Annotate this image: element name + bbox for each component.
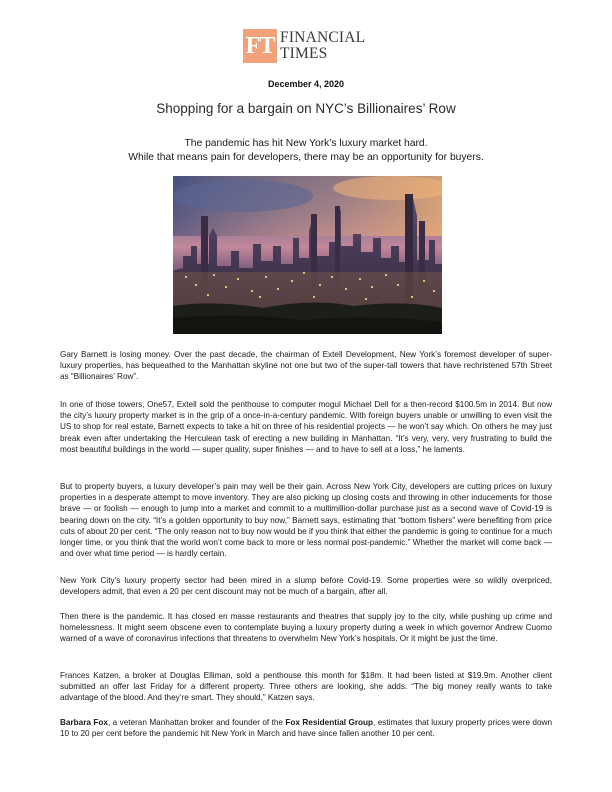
ft-logo-line2: TIMES bbox=[280, 45, 328, 62]
firm-name: Fox Residential Group bbox=[285, 718, 374, 727]
body-paragraph-5: Then there is the pandemic. It has closed en masse restaurants and theatres that supply joy to the city, while pushing up crime and homelessness. It might seem obscene even to contemplate buying a luxury property during a week in which governor Andrew Cuomo warned of a wave of coronavirus infections that threatens to overwhelm New York’s hospitals. Or it might be just the time. bbox=[60, 612, 552, 644]
body-paragraph-7 bbox=[60, 717, 552, 739]
body-paragraph-2: In one of those towers, One57, Extell sold the penthouse to computer mogul Michael Dell for a then-record $100.5m in 2014. But now the city’s luxury property market is in the grip of a once-in-a-century pandemic. With foreign buyers unable or unwilling to even visit the US to shop for real estate, Barnett expects to take a hit on three of his residential projects — he won’t say which. On others he may just break even after undertaking the Herculean task of erecting a new building in Manhattan. “It’s very, very, very frustrating to build the most beautiful buildings in the world — super quality, super finishes — and to have to sell at a loss,” he laments. bbox=[60, 400, 552, 454]
skyline-photo bbox=[173, 176, 442, 334]
paragraph-7-mid: , a veteran Manhattan broker and founder of the bbox=[107, 718, 286, 727]
standfirst-line-1: The pandemic has hit New York’s luxury market hard. bbox=[184, 138, 428, 149]
ft-logo-line1: FINANCIAL bbox=[280, 29, 366, 46]
body-paragraph-4: New York City’s luxury property sector had been mired in a slump before Covid-19. Some properties were so wildly overpriced, developers admit, that even a 20 per cent discount may not be much of a bargain, after all. bbox=[60, 576, 552, 597]
article-date: December 4, 2020 bbox=[267, 79, 345, 89]
article-headline: Shopping for a bargain on NYC’s Billionaires’ Row bbox=[156, 101, 456, 116]
ft-logo-wordmark bbox=[280, 29, 365, 62]
ft-logo-mark: FT bbox=[243, 29, 277, 63]
body-paragraph-3: But to property buyers, a luxury developer’s pain may well be their gain. Across New York City, developers are cutting prices on luxury properties in a desperate attempt to move inventory. They are also picking up closing costs and throwing in other inducements for those brave — or foolish — enough to jump into a market and commit to a multimillion-dollar purchase just as a second wave of Covid-19 is bearing down on the city. “It’s a golden opportunity to buy now,” Barnett says, estimating that “bottom fishers” were benefiting from price cuts of about 20 per cent. “The only reason not to buy now would be if you think that either the pandemic is going to continue for a much longer time, or you think that the world won’t come back to more or less normal post-pandemic.” Whether the market will come back — and over what time period — is hardly certain. bbox=[60, 482, 553, 559]
person-name: Barbara Fox bbox=[60, 718, 108, 727]
standfirst-line-2: While that means pain for developers, there may be an opportunity for buyers. bbox=[128, 152, 484, 163]
ft-logo bbox=[243, 29, 365, 63]
body-paragraph-6: Frances Katzen, a broker at Douglas Elliman, sold a penthouse this month for $18m. It had been listed at $19.9m. Another client submitted an offer last Friday for a different property. Three others are looking, she adds. “The big money really wants to take advantage of the blood. And they’re smart. They should,” Katzen says. bbox=[60, 671, 552, 703]
paragraph-7-rest: , estimates that luxury property prices were down 10 to 20 per cent before the pandemic hit New York in March and have since fallen another 10 per cent. bbox=[60, 718, 552, 739]
article-standfirst bbox=[0, 137, 612, 165]
body-paragraph-1: Gary Barnett is losing money. Over the past decade, the chairman of Extell Development, New York’s foremost developer of super-luxury properties, has bequeathed to the Manhattan skyline not one but two of the super-tall towers that have rechristened 57th Street as “Billionaires’ Row”. bbox=[60, 350, 552, 382]
